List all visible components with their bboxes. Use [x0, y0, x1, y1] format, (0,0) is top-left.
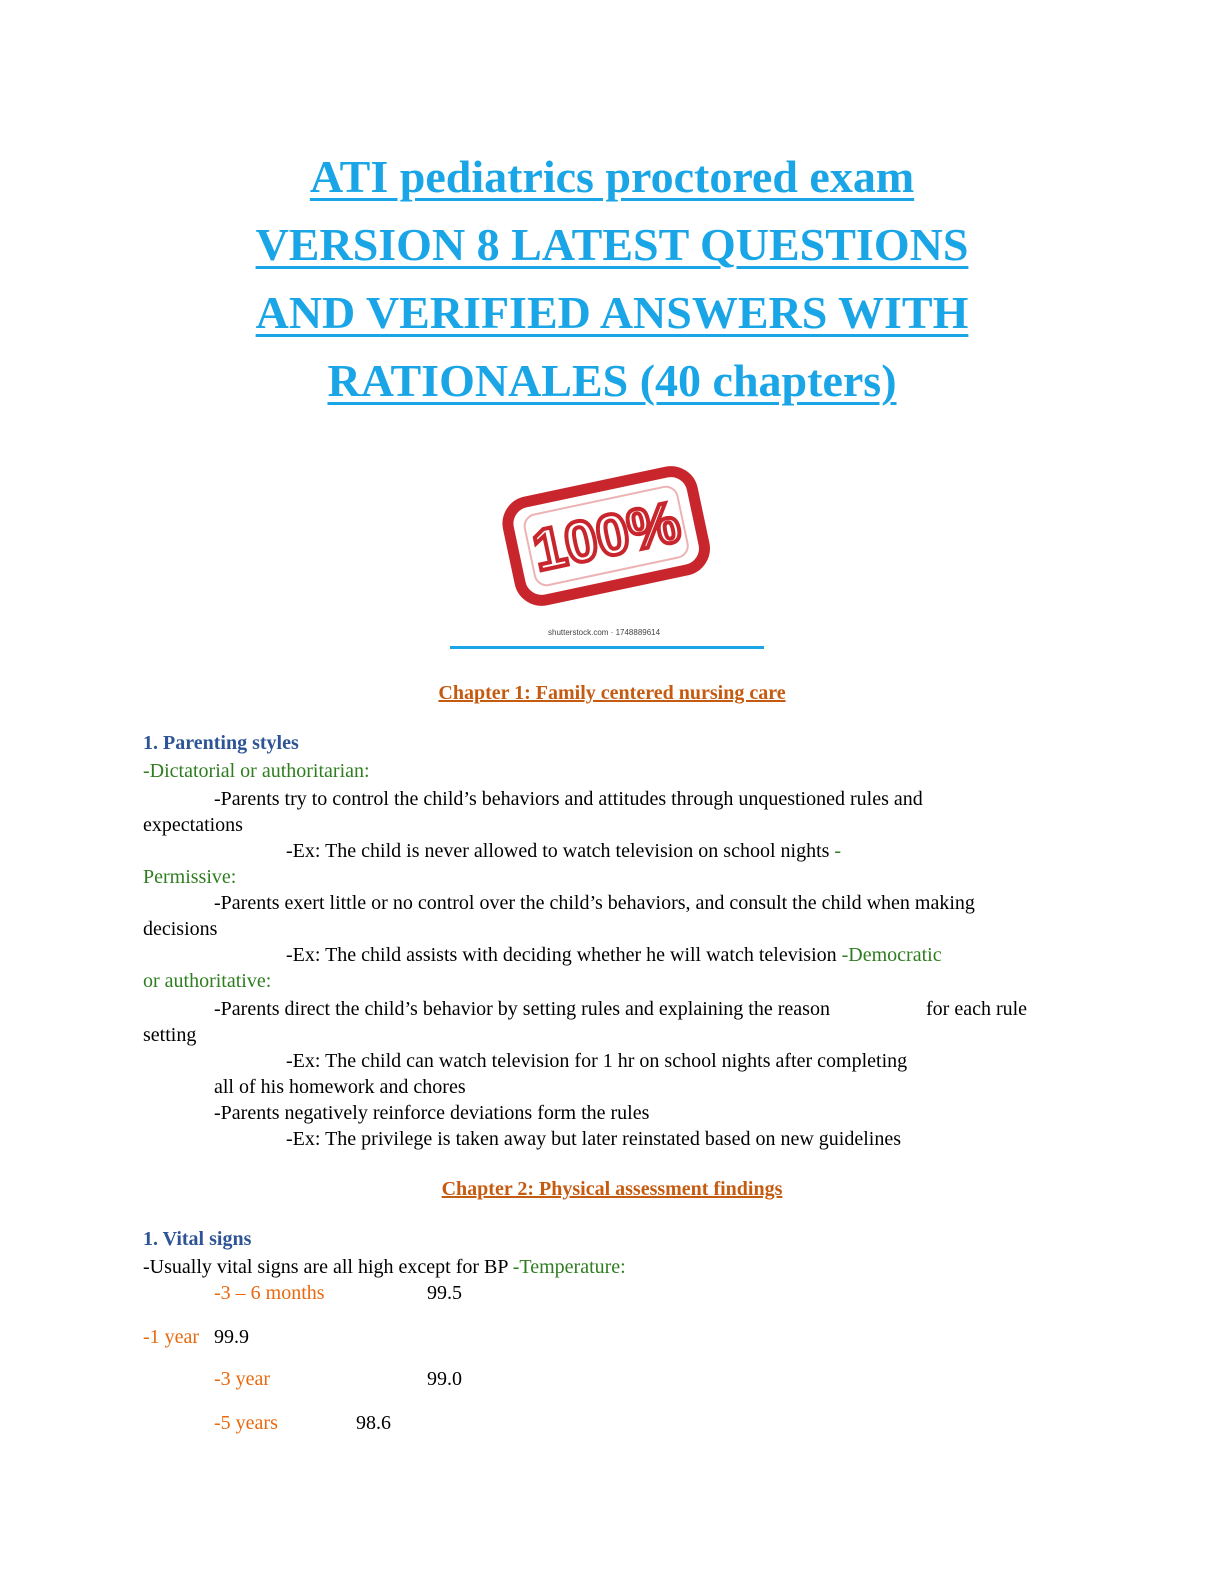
temp-age-2: -3 year — [214, 1368, 271, 1390]
parenting-styles-heading: 1. Parenting styles — [143, 732, 299, 754]
stamp-100-percent-image — [498, 462, 714, 608]
democratic-label-1: -Democratic — [841, 944, 942, 966]
dictatorial-desc-2: expectations — [143, 814, 243, 836]
temp-value-1: 99.9 — [214, 1326, 249, 1348]
temp-value-0: 99.5 — [427, 1282, 462, 1304]
democratic-example-2: all of his homework and chores — [214, 1076, 466, 1098]
vital-signs-heading: 1. Vital signs — [143, 1228, 252, 1250]
title-line-1: ATI pediatrics proctored exam — [309, 151, 915, 202]
democratic-desc-1a: -Parents direct the child’s behavior by setting rules and explaining the reason — [214, 998, 830, 1020]
dictatorial-label: -Dictatorial or authoritarian: — [143, 760, 370, 782]
title-line-3: AND VERIFIED ANSWERS WITH — [255, 287, 969, 338]
vital-signs-intro: -Usually vital signs are all high except for BP -Temperature: — [143, 1256, 626, 1278]
permissive-dash: - — [834, 840, 842, 862]
permissive-label: Permissive: — [143, 866, 237, 888]
temp-age-3: -5 years — [214, 1412, 278, 1434]
negative-example: -Ex: The privilege is taken away but later reinstated based on new guidelines — [286, 1128, 901, 1150]
chapter-2-title: Chapter 2: Physical assessment findings — [441, 1178, 783, 1200]
temperature-label: -Temperature: — [512, 1256, 626, 1278]
negative-reinforce: -Parents negatively reinforce deviations form the rules — [214, 1102, 650, 1124]
divider-rule — [450, 646, 764, 649]
temp-age-1: -1 year — [143, 1326, 200, 1348]
temp-age-0: -3 – 6 months — [214, 1282, 325, 1304]
democratic-example-1: -Ex: The child can watch television for 1 hr on school nights after completing — [286, 1050, 908, 1072]
dictatorial-desc-1: -Parents try to control the child’s behaviors and attitudes through unquestioned rules and — [214, 788, 923, 810]
permissive-desc-2: decisions — [143, 918, 218, 940]
stamp-text: 100% — [527, 489, 686, 584]
title-line-4: RATIONALES (40 chapters) — [327, 355, 897, 406]
temp-value-3: 98.6 — [356, 1412, 391, 1434]
title-line-2: VERSION 8 LATEST QUESTIONS — [255, 219, 969, 270]
permissive-desc-1: -Parents exert little or no control over the child’s behaviors, and consult the child when making — [214, 892, 975, 914]
democratic-desc-2: setting — [143, 1024, 197, 1046]
stamp-credit: shutterstock.com · 1748889614 — [548, 628, 661, 637]
temp-value-2: 99.0 — [427, 1368, 462, 1390]
democratic-label-2: or authoritative: — [143, 970, 272, 992]
democratic-desc-1b: for each rule — [926, 998, 1028, 1020]
chapter-1-title: Chapter 1: Family centered nursing care — [438, 682, 786, 704]
dictatorial-example: -Ex: The child is never allowed to watch television on school nights - — [286, 840, 842, 862]
permissive-example: -Ex: The child assists with deciding whether he will watch television -Democratic — [286, 944, 942, 966]
